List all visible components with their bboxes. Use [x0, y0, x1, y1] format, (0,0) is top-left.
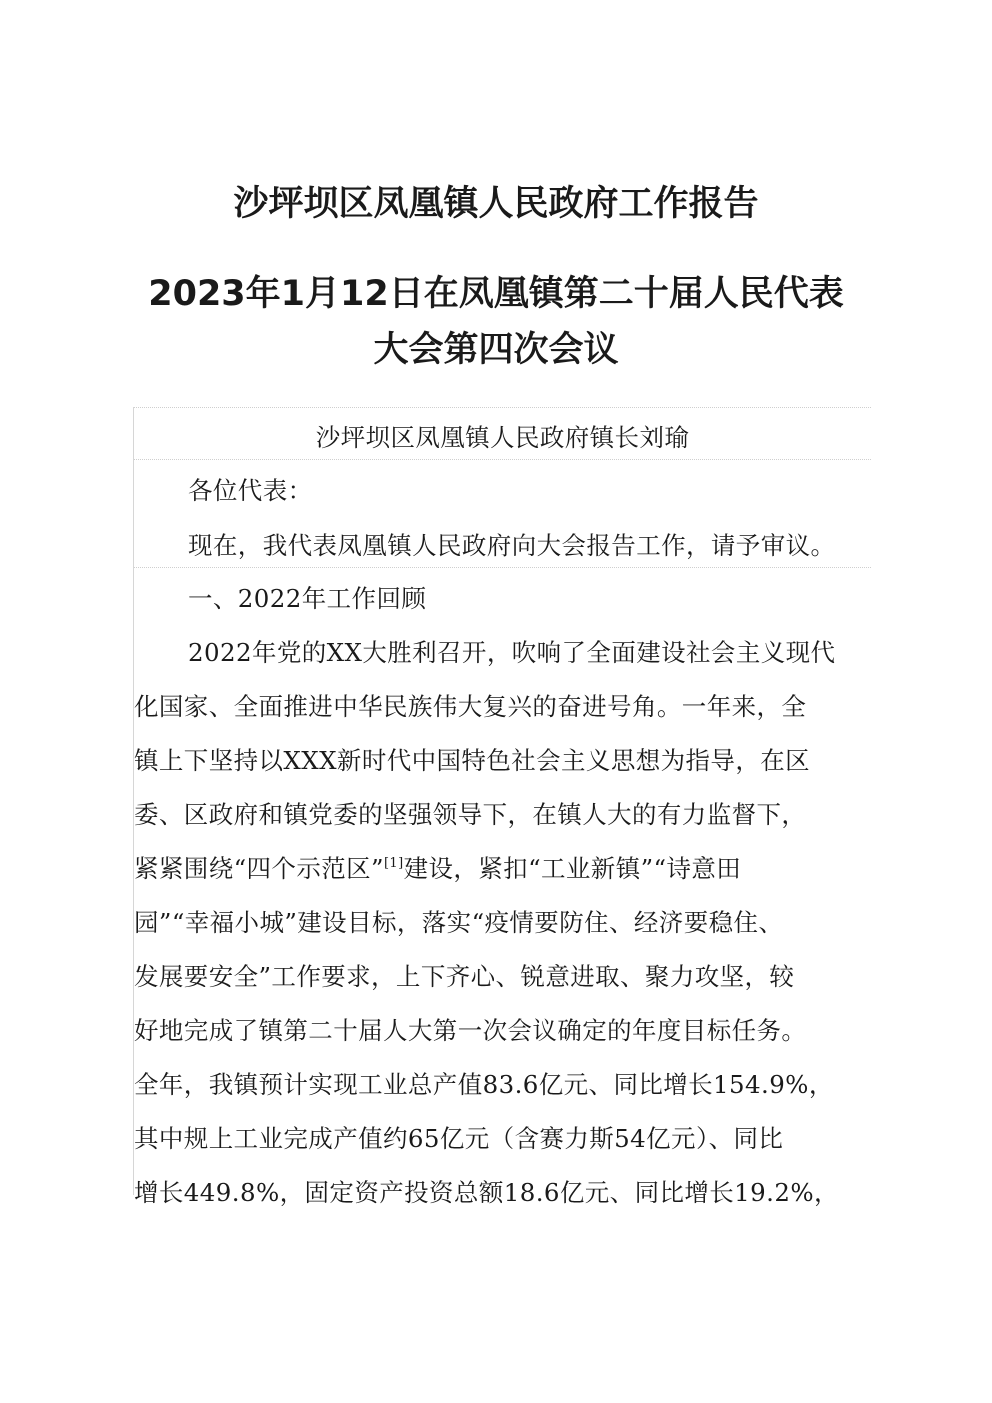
report-body	[133, 407, 871, 1207]
table-rule	[134, 407, 871, 408]
greeting-line: 各位代表：	[188, 476, 313, 505]
table-rule	[134, 459, 871, 460]
paragraph-line: 2022年党的XX大胜利召开，吹响了全面建设社会主义现代	[188, 638, 836, 667]
paragraph-line: 化国家、全面推进中华民族伟大复兴的奋进号角。一年来，全	[134, 692, 807, 721]
paragraph-line: 增长449.8%，固定资产投资总额18.6亿元、同比增长19.2%，	[134, 1178, 839, 1207]
document-subtitle-line-2: 大会第四次会议	[373, 330, 619, 370]
table-rule	[134, 567, 871, 568]
paragraph-line: 园”“幸福小城”建设目标，落实“疫情要防住、经济要稳住、	[134, 908, 784, 937]
paragraph-line: 好地完成了镇第二十届人大第一次会议确定的年度目标任务。	[134, 1016, 807, 1045]
paragraph-line: 委、区政府和镇党委的坚强领导下，在镇人大的有力监督下，	[134, 800, 807, 829]
paragraph-line	[134, 847, 871, 891]
section-heading: 一、2022年工作回顾	[188, 584, 427, 613]
document-subtitle-line-1: 2023年1月12日在凤凰镇第二十届人民代表	[148, 274, 844, 314]
speaker-line: 沙坪坝区凤凰镇人民政府镇长刘瑜	[315, 423, 690, 452]
paragraph-text: 建设，紧扣“工业新镇”“诗意田	[403, 854, 742, 883]
footnote-marker[interactable]: [1]	[383, 856, 404, 871]
paragraph-line: 镇上下坚持以XXX新时代中国特色社会主义思想为指导，在区	[134, 746, 811, 775]
document-title: 沙坪坝区凤凰镇人民政府工作报告	[233, 184, 759, 224]
paragraph-line: 其中规上工业完成产值约65亿元（含赛力斯54亿元）、同比	[134, 1124, 784, 1153]
intro-line: 现在，我代表凤凰镇人民政府向大会报告工作，请予审议。	[188, 531, 836, 560]
paragraph-line: 全年，我镇预计实现工业总产值83.6亿元、同比增长154.9%，	[134, 1070, 834, 1099]
paragraph-text: 紧紧围绕“四个示范区”	[134, 854, 384, 883]
paragraph-line: 发展要安全”工作要求，上下齐心、锐意进取、聚力攻坚，较	[134, 962, 795, 991]
